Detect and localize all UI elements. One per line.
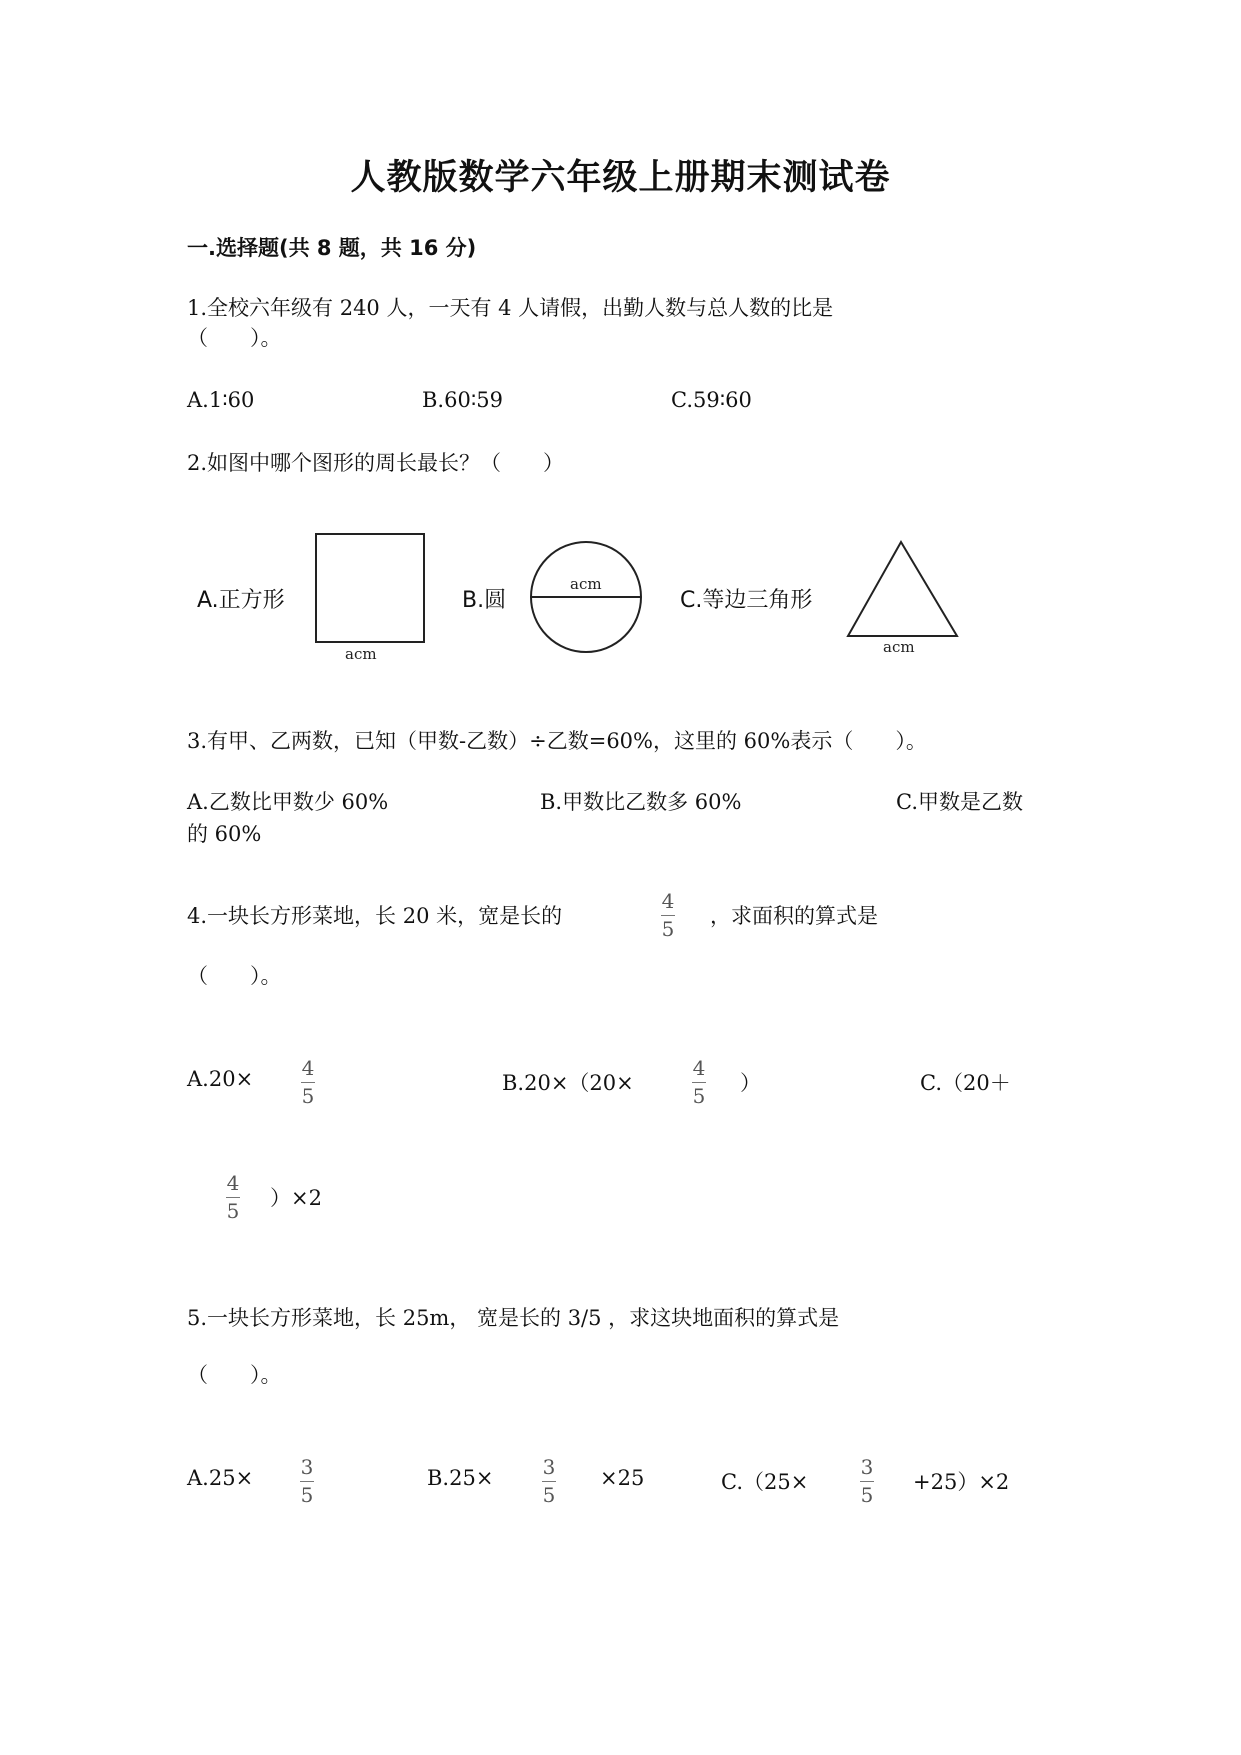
question-5-blank: （ ）。: [187, 1363, 282, 1387]
question-4-fraction: [656, 889, 680, 941]
question-1-text: 1.全校六年级有 240 人，一天有 4 人请假，出勤人数与总人数的比是: [187, 296, 834, 320]
question-4-option-b-fraction: 4 5: [692, 1056, 706, 1108]
fraction-numerator: 4: [661, 889, 675, 913]
fraction-bar: [661, 915, 675, 916]
question-5-option-a: A.25×: [187, 1466, 254, 1490]
figure-label-circle: B.圆: [462, 588, 507, 613]
question-5-option-b-tail: ×25: [600, 1466, 645, 1490]
question-1-option-a: A.1∶60: [187, 388, 255, 412]
question-5-option-a-fraction: 3 5: [300, 1455, 314, 1507]
question-4-blank: （ ）。: [187, 964, 282, 988]
section-heading: 一.选择题(共 8 题，共 16 分): [187, 236, 477, 260]
fraction-denominator: 5: [661, 917, 675, 941]
question-5-option-c-tail: +25）×2: [913, 1470, 1010, 1494]
question-1-option-c: C.59∶60: [671, 388, 752, 412]
circle-diameter-label: acm: [570, 575, 602, 593]
square-side-label: acm: [345, 645, 377, 663]
figure-label-triangle: C.等边三角形: [680, 588, 813, 613]
question-4-option-c: C.（20＋: [920, 1071, 1011, 1095]
circle-figure: [531, 542, 641, 652]
figure-label-square: A.正方形: [197, 588, 285, 613]
question-4-option-c-fraction: 4 5: [226, 1171, 240, 1223]
question-4-option-b-close: ）: [740, 1071, 761, 1095]
question-4-option-a: A.20×: [187, 1067, 254, 1091]
question-5-option-b-fraction: 3 5: [542, 1455, 556, 1507]
question-5-text: 5.一块长方形菜地，长 25m， 宽是长的 3/5 ，求这块地面积的算式是: [187, 1306, 840, 1330]
question-5-option-c-fraction: 3 5: [860, 1455, 874, 1507]
question-4-text-cont: ，求面积的算式是: [710, 904, 878, 928]
question-2-text: 2.如图中哪个图形的周长最长？（ ）: [187, 451, 565, 475]
question-4-option-a-fraction: 4 5: [301, 1056, 315, 1108]
question-3-option-c: C.甲数是乙数: [896, 790, 1023, 814]
question-3-option-c-wrap: 的 60%: [187, 822, 262, 846]
triangle-figure: [848, 542, 957, 656]
question-4-text: 4.一块长方形菜地，长 20 米，宽是长的: [187, 904, 563, 928]
square-figure: [316, 534, 424, 663]
question-5-option-c: C.（25×: [721, 1470, 809, 1494]
question-1-option-b: B.60∶59: [422, 388, 504, 412]
triangle-side-label: acm: [883, 638, 915, 656]
question-4-option-c-close: ）×2: [270, 1186, 322, 1210]
question-1-blank: （ ）。: [187, 326, 282, 350]
question-3-text: 3.有甲、乙两数，已知（甲数-乙数）÷乙数=60%，这里的 60%表示（ ）。: [187, 729, 927, 753]
question-3-option-a: A.乙数比甲数少 60%: [187, 790, 389, 814]
question-5-option-b: B.25×: [427, 1466, 494, 1490]
question-4-option-b: B.20×（20×: [502, 1071, 634, 1095]
page-title: 人教版数学六年级上册期末测试卷: [350, 158, 891, 198]
question-3-option-b: B.甲数比乙数多 60%: [540, 790, 742, 814]
